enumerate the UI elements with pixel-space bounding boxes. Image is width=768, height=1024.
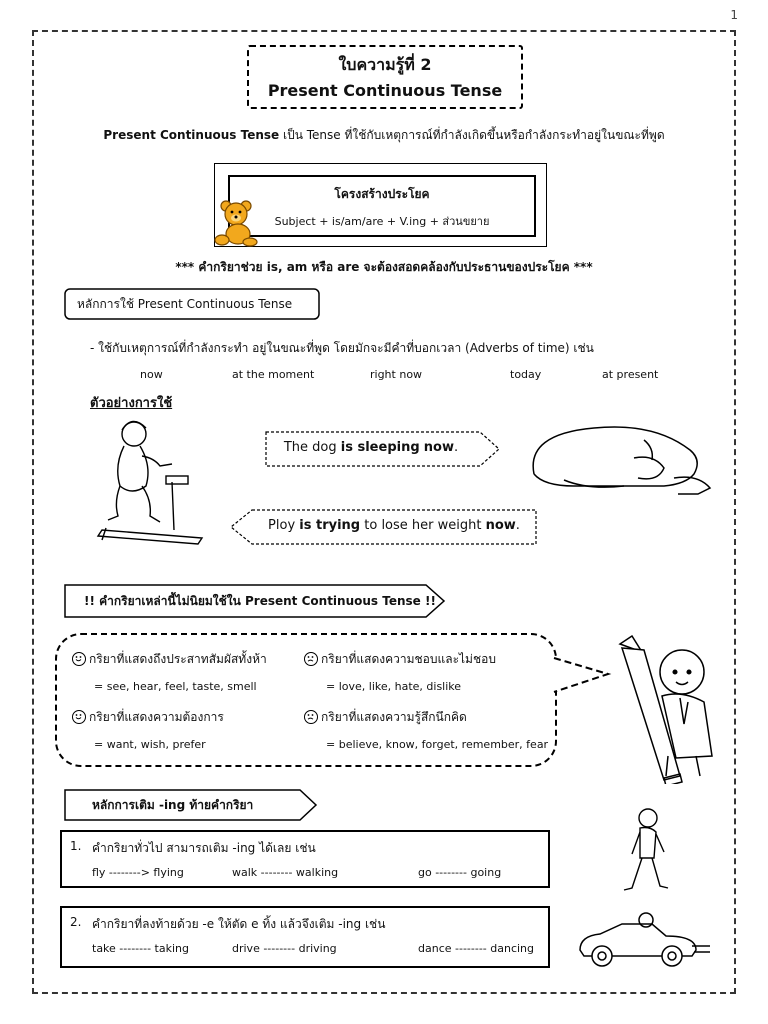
not-used-label: กริยาที่แสดงความต้องการ xyxy=(89,710,224,724)
not-used-examples: = believe, know, forget, remember, fear xyxy=(326,738,549,751)
walking-boy-icon xyxy=(618,806,674,898)
examples-heading: ตัวอย่างการใช้ xyxy=(90,396,173,411)
not-used-label: กริยาที่แสดงความรู้สึกนึกคิด xyxy=(321,710,467,724)
sentence-2-adverb: now xyxy=(485,518,516,533)
bubble-tail xyxy=(552,652,612,698)
ing-rule-2-number: 2. xyxy=(70,915,82,929)
ing-heading: หลักการเติม -ing ท้ายคำกริยา xyxy=(92,798,254,812)
adverb-item: today xyxy=(510,368,542,381)
sentence-2 xyxy=(254,518,534,533)
not-used-label: กริยาที่แสดงความชอบและไม่ชอบ xyxy=(321,652,496,666)
boy-with-pencil-icon xyxy=(612,634,742,784)
teddy-bear-icon xyxy=(212,198,260,248)
adverb-item: at the moment xyxy=(232,368,315,381)
not-used-heading: !! คำกริยาเหล่านี้ไม่นิยมใช้ใน Present Continuous Tense !! xyxy=(84,594,436,608)
ing-rule-2-example: drive -------- driving xyxy=(232,942,337,955)
ing-rule-1-text: คำกริยาทั่วไป สามารถเติม -ing ได้เลย เช่น xyxy=(92,841,316,855)
frown-face-icon xyxy=(304,652,318,666)
structure-box xyxy=(228,175,536,237)
adverb-item: at present xyxy=(602,368,659,381)
sentence-1-adverb: now xyxy=(423,440,454,455)
structure-title: โครงสร้างประโยค xyxy=(334,187,430,201)
not-used-item-wants xyxy=(72,708,224,727)
ing-rule-1-example: go -------- going xyxy=(418,866,502,879)
sentence-2-post: . xyxy=(515,518,520,533)
adverb-item: right now xyxy=(370,368,423,381)
not-used-item-senses xyxy=(72,650,267,669)
ing-rule-1-number: 1. xyxy=(70,839,82,853)
ing-rule-2-example: take -------- taking xyxy=(92,942,189,955)
ing-heading-tag xyxy=(64,789,318,821)
intro-term: Present Continuous Tense xyxy=(103,128,280,142)
adverb-item: now xyxy=(140,368,163,381)
not-used-examples: = see, hear, feel, taste, smell xyxy=(94,680,257,693)
smile-face-icon xyxy=(72,652,86,666)
title-line-1: ใบความรู้ที่ 2 xyxy=(338,55,432,74)
usage-description: - ใช้กับเหตุการณ์ที่กำลังกระทำ อยู่ในขณะที่พูด โดยมักจะมีคำที่บอกเวลา (Adverbs of time) เช่น xyxy=(90,341,594,355)
usage-heading-tag xyxy=(64,288,322,320)
ing-rule-2-example: dance -------- dancing xyxy=(418,942,535,955)
not-used-examples: = love, like, hate, dislike xyxy=(326,680,462,693)
not-used-item-thoughts xyxy=(304,708,467,727)
usage-heading: หลักการใช้ Present Continuous Tense xyxy=(77,297,293,311)
title-line-2: Present Continuous Tense xyxy=(267,81,503,100)
not-used-heading-tag xyxy=(64,584,446,618)
not-used-item-likes xyxy=(304,650,496,669)
treadmill-woman-icon xyxy=(92,412,212,552)
page-number: 1 xyxy=(730,8,738,22)
sentence-2-pre: Ploy xyxy=(268,518,300,533)
sentence-2-mid: to lose her weight xyxy=(360,518,486,533)
not-used-examples: = want, wish, prefer xyxy=(94,738,206,751)
intro-paragraph xyxy=(40,126,728,145)
sentence-2-verb: is trying xyxy=(299,518,361,533)
structure-formula: Subject + is/am/are + V.ing + ส่วนขยาย xyxy=(274,215,490,228)
intro-text: เป็น Tense ที่ใช้กับเหตุการณ์ที่กำลังเกิดขึ้นหรือกำลังกระทำอยู่ในขณะที่พูด xyxy=(279,128,665,142)
sentence-1-post: . xyxy=(453,440,459,455)
sleeping-dog-icon xyxy=(524,418,720,500)
not-used-label: กริยาที่แสดงถึงประสาทสัมผัสทั้งห้า xyxy=(89,652,267,666)
sentence-1-verb: is sleeping xyxy=(340,440,420,455)
title-box xyxy=(247,45,523,109)
ing-rule-1-example: walk -------- walking xyxy=(232,866,339,879)
ing-rule-1-example: fly --------> flying xyxy=(92,866,184,879)
auxiliary-note: *** คำกริยาช่วย is, am หรือ are จะต้องสอดคล้องกับประธานของประโยค *** xyxy=(175,260,593,274)
driving-car-icon xyxy=(574,906,714,972)
sentence-1 xyxy=(266,440,476,455)
frown-face-icon xyxy=(304,710,318,724)
ing-rule-2-text: คำกริยาที่ลงท้ายด้วย -e ให้ตัด e ทิ้ง แล้วจึงเติม -ing เช่น xyxy=(92,917,386,931)
sentence-1-pre: The dog xyxy=(283,440,341,455)
smile-face-icon xyxy=(72,710,86,724)
